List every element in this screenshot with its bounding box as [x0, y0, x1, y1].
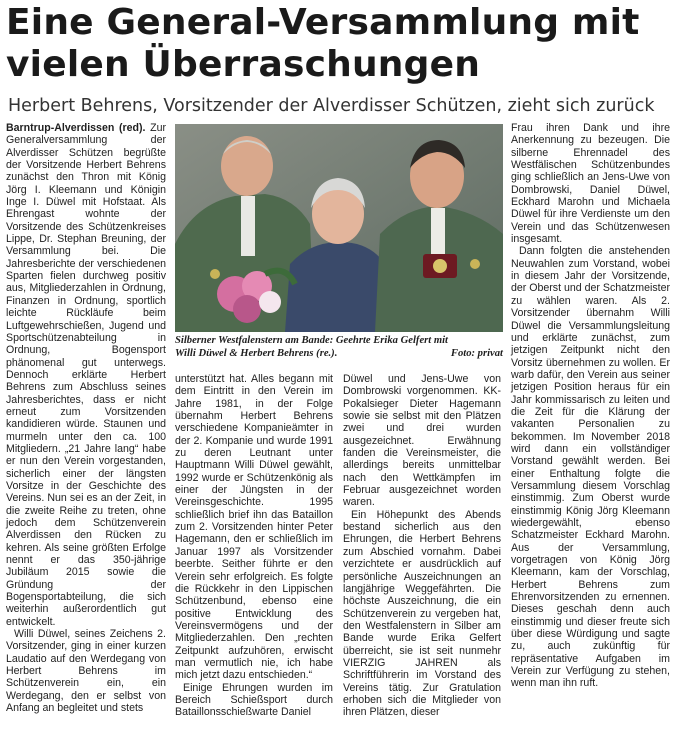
photo-illustration — [175, 124, 503, 332]
subheadline: Herbert Behrens, Vorsitzender der Alverdisser Schützen, zieht sich zurück — [8, 96, 655, 116]
article-column-1 — [6, 122, 166, 715]
article-column-2 — [175, 373, 333, 719]
article-paragraph: unterstützt hat. Alles begann mit dem Eintritt in den Verein im Jahre 1981, in der Folge übernahm Herbert Behrens verschiedene Kompanieämter in der 2. Kompanie und wurde 1991 zu deren Leutnant unter Hauptmann Willi Düwel gewählt, 1992 wurde er Schützenkönig als einer der Jüngsten in der Vereinsgeschichte. 1995 schließlich brief ihn das Bataillon zum 2. Vorsitzenden hinter Peter Hagemann, den er schließlich im Januar 1997 als Vorsitzender beerbte. Seither führte er den Verein sehr erfolgreich. Es folgte die Rückkehr in den Lippischen Schützenbund, ebenso eine positive Entwicklung des Vereinsvermögens und der Mitgliederzahlen. Den „rechten Zeitpunkt aufzuhören, erwischt man vermutlich nie, ich habe mich jetzt dazu entschieden.“ — [175, 373, 333, 682]
caption-line-1: Silberner Westfalenstern am Bande: Geehrte Erika Gelfert mit — [175, 335, 448, 346]
article-paragraph — [6, 122, 166, 628]
headline-line-1: Eine General-Versammlung mit — [6, 2, 640, 43]
dateline: Barntrup-Alverdissen (red). — [6, 122, 146, 134]
article-paragraph: Einige Ehrungen wurden im Bereich Schießsport durch Bataillonsschießwarte Daniel — [175, 681, 333, 719]
caption-line-2 — [175, 348, 503, 361]
article-paragraph: Dann folgten die anstehenden Neuwahlen zum Vorstand, wobei in diesem Jahr der Vorsitzende, der Oberst und der Schatzmeister zu wählen waren. Als 2. Vorsitzender übernahm Willi Düwel die Versammlungsleitung und erklärte zunächst, zum jetzigen Zeitpunkt nicht den Vorsitz übernehmen zu wollen. Er warb dafür, den Verein aus seiner jetzigen Position heraus für ein Jahr kommissarisch zu leiten und die Zeit für die Klärung der vakanten Personalien zu bekommen. Im November 2018 wird dann ein vollständiger Vorstand gewählt werden. Bei einer Enthaltung folgte die Versammlung diesem Vorschlag einstimmig. Zum Oberst wurde einstimmig König Jörg Kleemann wiedergewählt, ebenso Schatzmeister Eckhard Marohn. Aus der Versammlung, vorgetragen von König Jörg Kleemann, kam der Vorschlag, Herbert Behrens zum Ehrenvorsitzenden zu ernennen. Dieses geschah denn auch einstimmig und dieser freute sich über diese Würdigung und sagte zu, auch zukünftig für repräsentative Aufgaben im Verein zur Verfügung zu stehen, wenn man ihn ruft. — [511, 245, 670, 690]
caption-text: Willi Düwel & Herbert Behrens (re.). — [175, 347, 338, 359]
photo-caption — [175, 335, 503, 360]
article-column-3 — [343, 373, 501, 719]
headline-line-2: vielen Überraschungen — [6, 44, 481, 85]
article-paragraph: Ein Höhepunkt des Abends bestand sicherlich aus den Ehrungen, die Herbert Behrens zum Abschied vornahm. Dabei verzichtete er ausdrücklich auf persönliche Auszeichnungen an langjährige Weggefährten. Die höchste Auszeichnung, die ein Schützenverein zu vergeben hat, den Westfalenstern in Silber am Bande wurde Erika Gelfert überreicht, sie ist seit nunmehr VIERZIG JAHREN als Schriftführerin im Vorstand des Vereins tätig. Zur Gratulation erhoben sich die Mitglieder von ihren Plätzen, dieser — [343, 508, 501, 719]
article-paragraph: Frau ihren Dank und ihre Anerkennung zu bezeugen. Die silberne Ehrennadel des Westfälischen Schützenbundes ging schließlich an Jens-Uwe von Dombrowski, Daniel Düwel, Eckhard Marohn und Michaela Düwel für ihre Verdienste um den Verein und das Schützenwesen insgesamt. — [511, 122, 670, 246]
article-paragraph: Düwel und Jens-Uwe von Dombrowski vorgenommen. KK-Pokalsieger Dieter Hagemann sowie sie selbst mit den Plätzen zwei und drei wurden ausgezeichnet. Erwähnung fanden die Vereinsmeister, die allerdings bereits unmittelbar nach den Wettkämpfen im Februar ausgezeichnet worden waren. — [343, 373, 501, 509]
photo-credit: Foto: privat — [450, 347, 503, 359]
headline — [6, 2, 668, 86]
article-column-4 — [511, 122, 670, 690]
paragraph-text: Zur Generalversammlung der Alverdisser Schützen begrüßte der Vorsitzende Herbert Behrens zunächst den Thron mit König Jörg I. Kleemann und Königin Inge I. Düwel mit Hofstaat. Als Ehrengast wohnte der Vorsitzende des Schützenkreises Lippe, Dr. Stephan Breuning, der Versammlung bei. Die Jahresberichte der verschiedenen Sparten fielen durchweg positiv aus, Mitgliederzahlen in Ordnung, Finanzen in Ordnung, sportlich leichte Rückläufe beim Luftgewehrschießen, Jugend und Sportschützenabteilung in Ordnung, Bogensport phänomenal gut unterwegs. Dennoch erklärte Herbert Behrens zum Abschluss seines Jahresberichtes, dass er nicht erneut zum Vorsitzenden kandidieren würde. Staunen und murmeln unter den ca. 100 Mitgliedern. „21 Jahre lang“ habe er nun den Verein vorgestanden, sicherlich einer der längsten Vorsitze in der Geschichte des Vereins. Nun sei es an der Zeit, in die zweite Reihe zu treten, ohne jedoch dem Schützenverein Alverdissen den Rücken zu kehren. Als seine größten Erfolge nennt er das 350-jährige Jubiläum 2015 sowie die Gründung der Bogensportabteilung, die sich weiterhin außerordentlich gut entwickelt. — [6, 122, 166, 628]
article-paragraph: Willi Düwel, seines Zeichens 2. Vorsitzender, ging in einer kurzen Laudatio auf den Werdegang von Herbert Behrens im Schützenverein ein, ein Werdegang, den er selbst von Anfang an begleitet und stets — [6, 628, 166, 715]
article-photo — [175, 124, 503, 332]
